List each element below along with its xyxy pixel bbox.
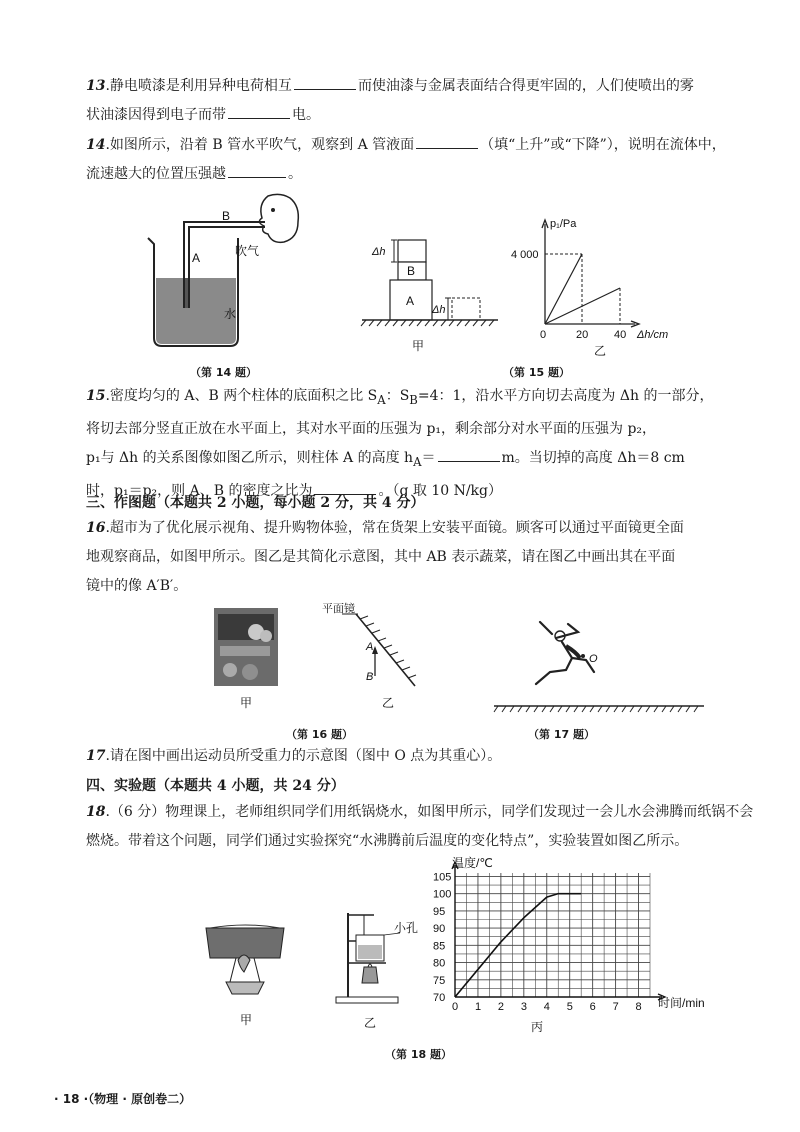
y-tick-label: 100: [433, 888, 452, 901]
y-tick: 4 000: [511, 249, 539, 261]
x-axis-label: 时间/min: [658, 996, 705, 1010]
label-yi: 乙: [364, 1016, 377, 1030]
label-dh-2: Δh: [432, 304, 446, 316]
caption-17: （第 17 题）: [528, 728, 595, 741]
answer-blank[interactable]: [294, 75, 356, 90]
figure-15-blocks: [360, 228, 500, 358]
answer-blank[interactable]: [438, 447, 500, 462]
question-number: 14: [86, 137, 106, 153]
figure-17: [490, 612, 710, 717]
y-tick-label: 95: [433, 905, 446, 918]
question-number: 16: [86, 520, 106, 536]
caption-15: （第 15 题）: [503, 366, 570, 379]
x-tick-0: 0: [540, 329, 547, 341]
question-text: p₁与 Δh 的关系图像如图乙所示，则柱体 A 的高度 $h_A=$: [86, 449, 436, 469]
figure-18-apparatus: [330, 905, 430, 1035]
y-tick-label: 70: [433, 992, 446, 1004]
answer-blank[interactable]: [416, 134, 478, 149]
question-text: 状油漆因得到电子而带: [86, 107, 226, 123]
label-jia: 甲: [412, 339, 425, 353]
x-tick-20: 20: [576, 329, 589, 341]
question-text: .请在图中画出运动员所受重力的示意图（图中 O 点为其重心）。: [105, 748, 502, 764]
figure-16: [210, 600, 440, 715]
question-18: [86, 798, 772, 856]
y-axis-label: p₁/Pa: [550, 218, 577, 230]
figure-15-graph: [510, 212, 680, 362]
question-text: .如图所示，沿着 B 管水平吹气，观察到 A 管液面: [105, 137, 415, 153]
x-tick-label: 7: [612, 1001, 619, 1013]
question-text: 流速越大的位置压强越: [86, 166, 226, 182]
y-tick-label: 85: [433, 940, 446, 953]
label-jia: 甲: [240, 696, 253, 710]
page-footer: · 18 ·（物理 · 原创卷二）: [54, 1092, 192, 1106]
label-water: 水: [224, 307, 237, 321]
answer-blank[interactable]: [228, 163, 286, 178]
question-number: 17: [86, 748, 106, 764]
question-text: 。: [288, 166, 302, 182]
question-13: [86, 72, 772, 130]
label-b: B: [366, 671, 374, 683]
question-text: 地观察商品，如图甲所示。图乙是其简化示意图，其中 AB 表示蔬菜，请在图乙中画出其在平面: [86, 549, 676, 565]
question-number: 15: [86, 388, 106, 404]
label-dh: Δh: [372, 246, 386, 258]
temperature-chart: [420, 855, 720, 1035]
label-a: A: [366, 641, 374, 653]
x-tick-label: 2: [497, 1001, 505, 1013]
question-text: .密度均匀的 A、B 两个柱体的底面积之比 $S_A$：$S_B=4$：1，沿水平方向切去高度为 Δh 的一部分，: [105, 388, 714, 407]
y-tick-label: 80: [433, 957, 446, 970]
x-tick-label: 5: [566, 1001, 573, 1013]
caption-18: （第 18 题）: [385, 1048, 452, 1061]
label-blow: 吹气: [235, 244, 260, 258]
question-number: 18: [86, 804, 106, 820]
question-text: 电。: [292, 107, 320, 123]
mirror-line: [356, 614, 415, 686]
chart-ticks: [433, 871, 642, 1013]
label-hole: 小孔: [394, 921, 419, 935]
label-jia: 甲: [240, 1013, 253, 1027]
x-tick-label: 0: [452, 1001, 459, 1013]
y-axis-label: 温度/℃: [452, 856, 493, 870]
label-o: O: [589, 653, 598, 665]
label-b: B: [222, 209, 231, 223]
label-b: B: [407, 264, 416, 278]
chart-grid: [455, 873, 650, 997]
question-text: .超市为了优化展示视角、提升购物体验，常在货架上安装平面镜。顾客可以通过平面镜更全面: [105, 520, 684, 536]
figure-18-paper-pot: [200, 920, 290, 1030]
y-tick-label: 105: [433, 871, 452, 884]
y-tick-label: 90: [433, 923, 446, 936]
question-text: 镜中的像 A′B′。: [86, 578, 188, 594]
x-tick-label: 4: [543, 1001, 550, 1013]
section-heading: 三、作图题（本题共 2 小题，每小题 2 分，共 4 分）: [86, 495, 425, 511]
x-tick-label: 3: [520, 1001, 527, 1013]
figure-14: [140, 188, 340, 358]
question-text: 将切去部分竖直正放在水平面上，其对水平面的压强为 p₁，剩余部分对水平面的压强为 p₂，: [86, 420, 657, 437]
caption-14: （第 14 题）: [190, 366, 257, 379]
x-tick-label: 6: [589, 1001, 596, 1013]
section-heading: 四、实验题（本题共 4 小题，共 24 分）: [86, 778, 345, 794]
question-text: .静电喷漆是利用异种电荷相互: [105, 78, 292, 94]
label-bing: 丙: [531, 1020, 544, 1034]
question-15: [86, 382, 772, 506]
x-tick-40: 40: [614, 329, 627, 341]
answer-blank[interactable]: [228, 104, 290, 119]
question-text: 燃烧。带着这个问题，同学们通过实验探究“水沸腾前后温度的变化特点”，实验装置如图乙所示。: [86, 833, 689, 849]
label-yi: 乙: [382, 696, 395, 710]
label-mirror: 平面镜: [322, 603, 355, 615]
question-text: 时，p₁＝p₂，则 A、B 的密度之比为: [86, 482, 313, 499]
question-16: [86, 514, 772, 601]
x-axis-label: Δh/cm: [637, 329, 669, 341]
question-text: .（6 分）物理课上，老师组织同学们用纸锅烧水，如图甲所示，同学们发现过一会儿水会沸腾而纸锅不会: [105, 804, 754, 820]
y-tick-label: 75: [433, 974, 446, 987]
question-text: （填“上升”或“下降”），说明在流体中，: [480, 137, 726, 153]
question-14: [86, 131, 772, 189]
question-17: [86, 742, 772, 771]
x-tick-label: 8: [635, 1001, 642, 1013]
label-a: A: [406, 294, 415, 308]
label-yi: 乙: [594, 344, 607, 358]
question-text: m。当切掉的高度 Δh＝8 cm: [501, 449, 685, 466]
label-a: A: [192, 251, 201, 265]
question-text: 而使油漆与金属表面结合得更牢固的，人们使喷出的雾: [357, 78, 694, 94]
question-text: 。（g 取 10 N/kg）: [378, 482, 502, 499]
x-tick-label: 1: [474, 1001, 482, 1013]
caption-16: （第 16 题）: [286, 728, 353, 741]
question-number: 13: [86, 78, 106, 94]
